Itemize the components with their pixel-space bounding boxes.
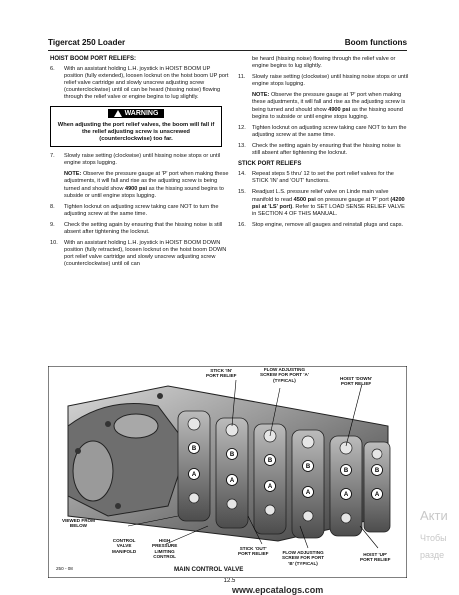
step-16: 16. Stop engine, remove all gauges and reinstall plugs and caps. (238, 221, 404, 228)
figure-caption: MAIN CONTROL VALVE (174, 566, 244, 573)
label-stick-out: STICK 'OUT' PORT RELIEF (238, 546, 269, 557)
warning-label: WARNING (108, 109, 165, 118)
step-15: 15. Readjust L.S. pressure relief valve on Linde main valve manifold to read 4500 psi on pressure gauge at 'P' port (4200 psi at 'LS' port). Refer to SET LOAD SENSE RELIEF VALVE in SECTION 4 OF THIS MANUAL. (238, 189, 405, 217)
page-header (48, 38, 407, 47)
step-13: 13. Check the setting again by ensuring that the hissing noise is still absent after tightening the locknut. (238, 142, 401, 157)
warning-text: When adjusting the port relief valves, the boom will fall if the relief adjusting screw is unscrewed (counterclockwise) too far. (57, 121, 215, 142)
step-11: 11. Slowly raise setting (clockwise) until hissing noise stops or until engine stops lugging. (238, 74, 409, 88)
step-7: 7. Slowly raise setting (clockwise) until hissing noise stops or until engine stops lugging. (50, 153, 221, 167)
side-watermark-bottom: Чтобы разде (420, 533, 447, 560)
note-11: NOTE: Observe the pressure gauge at 'P' port when making these adjustments, it will fall and rise as the adjusting screw is being turned and should show 4900 psi as the hissing sound begins to subside or until engine stops lugging. (252, 92, 406, 120)
right-column (238, 56, 410, 233)
header-section: Boom functions (344, 38, 407, 47)
port-letter: B (229, 452, 235, 459)
label-stick-in: STICK 'IN' PORT RELIEF (206, 368, 237, 379)
port-letter: A (343, 492, 349, 499)
label-flow-a: FLOW ADJUSTING SCREW FOR PORT 'A' (TYPICAL) (260, 367, 309, 383)
label-high-pressure: HIGH PRESSURE LIMITING CONTROL (152, 538, 178, 559)
port-letter: B (191, 446, 197, 453)
watermark-url: www.epcatalogs.com (232, 585, 324, 595)
port-letter: B (267, 458, 273, 465)
main-control-valve-figure (48, 366, 407, 578)
label-viewed-from: VIEWED FROM BELOW (62, 518, 95, 529)
port-letter: A (374, 492, 380, 499)
port-letter: A (191, 472, 197, 479)
port-letter: B (305, 464, 311, 471)
step-10: 10. With an assistant holding L.H. joystick in HOIST BOOM DOWN position (fully retracted), loosen locknut on the hoist boom DOWN port relief valve cartridge and slowly unscrew adjusting screw (counterclockwise) until oil can (50, 240, 227, 268)
label-hoist-up: HOIST 'UP' PORT RELIEF (360, 552, 391, 563)
label-flow-b: FLOW ADJUSTING SCREW FOR PORT 'B' (TYPICAL) (282, 550, 325, 566)
warning-box (50, 106, 222, 148)
left-subheading: HOIST BOOM PORT RELIEFS: (50, 56, 137, 62)
label-hoist-down: HOIST 'DOWN' PORT RELIEF (340, 376, 373, 387)
note-7: NOTE: Observe the pressure gauge at 'P' port when making these adjustments, it will fall and rise as the adjusting screw is being turned and should show 4900 psi as the hissing sound begins to subside or until engine stops lugging. (64, 171, 229, 199)
header-rule (48, 50, 407, 51)
port-letter: B (343, 468, 349, 475)
step-8: 8. Tighten locknut on adjusting screw taking care NOT to turn the adjusting screw at the same time. (50, 203, 219, 217)
step-9: 9. Check the setting again by ensuring that the hissing noise is still absent after tightening the locknut. (50, 221, 223, 236)
right-subheading: STICK PORT RELIEFS (238, 161, 302, 168)
step-14: 14. Repeat steps 5 thru' 12 to set the port relief valves for the STICK 'IN' and 'OUT' functions. (238, 171, 394, 185)
valve-photo (48, 366, 407, 578)
warning-triangle-icon (114, 110, 122, 117)
label-control-manifold: CONTROL VALVE MANIFOLD (112, 538, 137, 554)
step-6-text: With an assistant holding L.H. joystick in HOIST BOOM UP position (fully extended), loosen locknut on the hoist boom UP port relief valve cartridge and slowly unscrew adjusting screw (counterclockwise) until oil can be heard (hissing noise) flowing through the relief valve or engine begins to lug slightly. (64, 66, 229, 101)
port-letter: A (267, 484, 273, 491)
port-letter: A (229, 478, 235, 485)
figure-code: 250 - 08 (56, 566, 73, 571)
step-6: 6. With an assistant holding L.H. joystick in HOIST BOOM UP position (fully extended), loosen locknut on the hoist boom UP port relief valve cartridge and slowly unscrew adjusting screw (counterclockwise) until oil can be heard (hissing noise) flowing through the relief valve or engine begins to lug slightly. (50, 66, 229, 101)
step-10-continued: be heard (hissing noise) flowing through the relief valve or engine begins to lug slightly. (252, 56, 396, 70)
side-watermark-top: Акти (420, 508, 448, 523)
port-letter: B (374, 468, 380, 475)
left-column (50, 56, 230, 272)
port-letter: A (305, 490, 311, 497)
page-number: 12.5 (223, 578, 236, 584)
header-title: Tigercat 250 Loader (48, 38, 126, 47)
step-12: 12. Tighten locknut on adjusting screw taking care NOT to turn the adjusting screw at the same time. (238, 124, 407, 138)
